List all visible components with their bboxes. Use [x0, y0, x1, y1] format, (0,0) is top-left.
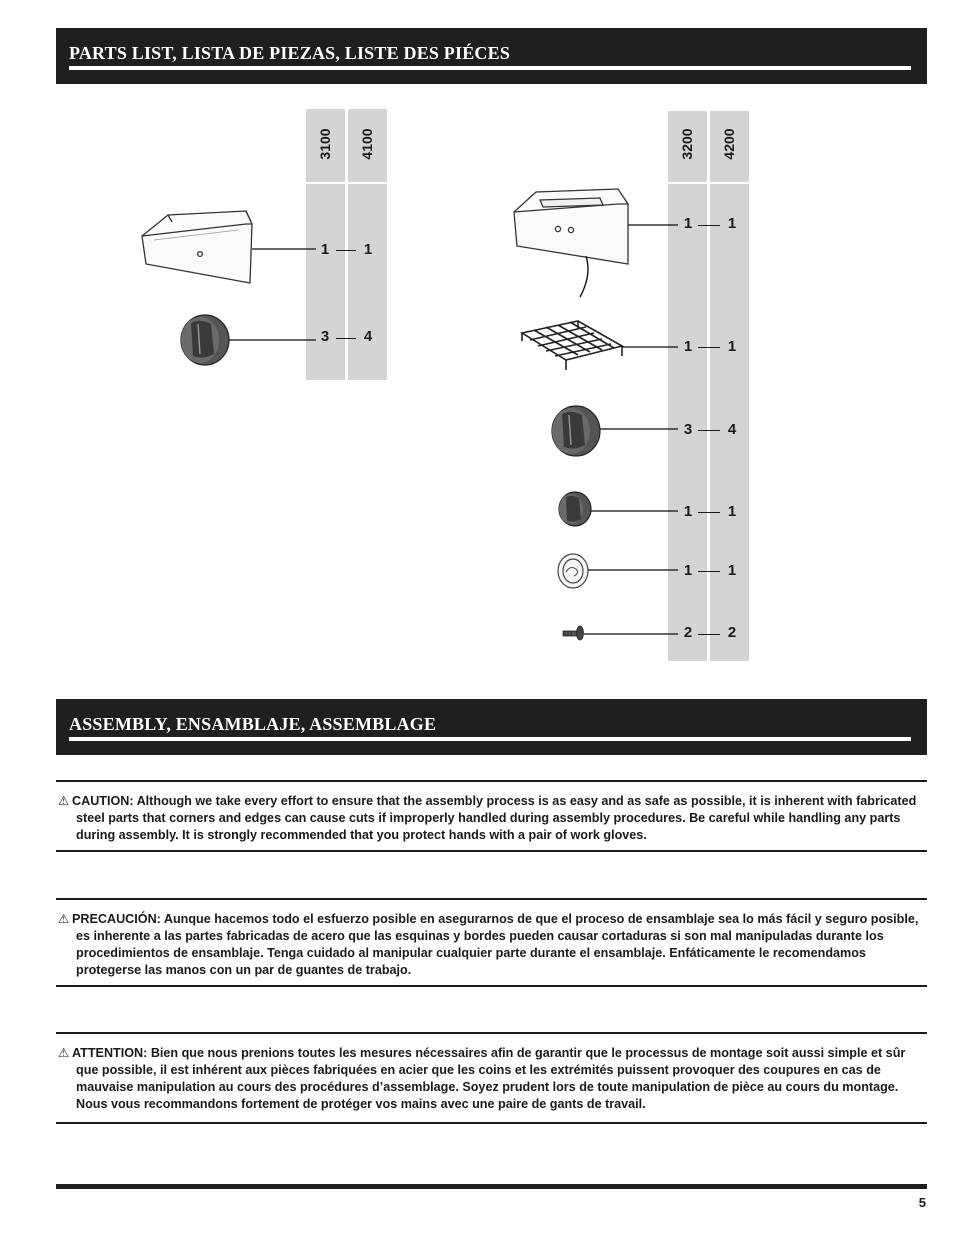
right-row2-qty-b: 1 — [727, 338, 737, 355]
page-number: 5 — [918, 1195, 926, 1210]
attention-text: ⚠ ATTENTION: Bien que nous prenions toutes les mesures nécessaires afin de garantir que le processus de montage soit aussi simple et sûr que possible, il est inhérent aux pièces fabriquées en acier que les coins et les extrémités puissent provoquer des coupures en cas de mauvaise manipulation au cours des procédures d’assemblage. Soyez prudent lors de toute manipulation de pièce au cours du montage. Nous vous recommandons fortement de protéger vos mains avec une paire de gants de travail. — [58, 1046, 906, 1111]
left-row2-qty-b: 4 — [363, 328, 373, 345]
warning-icon: ⚠ — [58, 912, 70, 926]
screw-icon — [563, 626, 678, 640]
caution-text: ⚠ CAUTION: Although we take every effort to ensure that the assembly process is as easy and as safe as possible, it is inherent with fabricated steel parts that corners and edges can cause cuts if improperly handled during assembly procedures. Be careful while handling any parts during assembly. It is strongly recommended that you protect hands with a pair of work gloves. — [58, 794, 917, 842]
left-model-a-label: 3100 — [317, 128, 333, 160]
assembly-title: ASSEMBLY, ENSAMBLAJE, ASSEMBLAGE — [69, 714, 437, 734]
right-row2-qty-a: 1 — [683, 338, 693, 355]
precaucion-note — [56, 898, 927, 987]
warning-icon: ⚠ — [58, 1046, 70, 1060]
right-row5-qty-b: 1 — [727, 562, 737, 579]
right-row4-qty-a: 1 — [683, 503, 693, 520]
control-knob-icon — [181, 315, 316, 365]
footer-rule — [56, 1184, 927, 1189]
left-model-b-label: 4100 — [359, 128, 375, 160]
left-row2-qty-a: 3 — [320, 328, 330, 345]
right-row3-qty-a: 3 — [683, 421, 693, 438]
attention-note — [56, 1032, 927, 1124]
side-burner-knob-icon — [559, 492, 678, 526]
right-model-a-label: 3200 — [679, 128, 695, 160]
parts-list-title: PARTS LIST, LISTA DE PIEZAS, LISTE DES PIÉCES — [69, 43, 511, 63]
right-row6-qty-b: 2 — [727, 624, 737, 641]
right-row4-qty-b: 1 — [727, 503, 737, 520]
right-model-b-label: 4200 — [721, 128, 737, 160]
control-knob-large-icon — [552, 406, 678, 456]
caution-note — [56, 780, 927, 852]
knob-bezel-icon — [558, 554, 678, 588]
right-row3-qty-b: 4 — [727, 421, 737, 438]
right-row1-qty-a: 1 — [683, 215, 693, 232]
assembly-banner — [56, 699, 927, 755]
right-row6-qty-a: 2 — [683, 624, 693, 641]
ignitor-panel-icon — [514, 189, 678, 297]
precaucion-text: ⚠ PRECAUCIÓN: Aunque hacemos todo el esfuerzo posible en asegurarnos de que el proceso de ensamblaje sea lo más fácil y seguro posible, es inherente a las partes fabricadas de acero que las esquinas y bordes pueden causar cortaduras si son mal manipuladas durante los procedimientos de ensamblaje. Tenga cuidado al manipular cualquier parte durante el ensamblaje. Enfáticamente le recomendamos protegerse las manos con un par de guantes de trabajo. — [58, 912, 919, 977]
left-row1-qty-b: 1 — [363, 241, 373, 258]
left-row1-qty-a: 1 — [320, 241, 330, 258]
warning-icon: ⚠ — [58, 794, 70, 808]
control-panel-icon — [142, 211, 316, 283]
right-row5-qty-a: 1 — [683, 562, 693, 579]
right-row1-qty-b: 1 — [727, 215, 737, 232]
grate-icon — [522, 321, 678, 370]
banner-rule — [69, 737, 911, 741]
